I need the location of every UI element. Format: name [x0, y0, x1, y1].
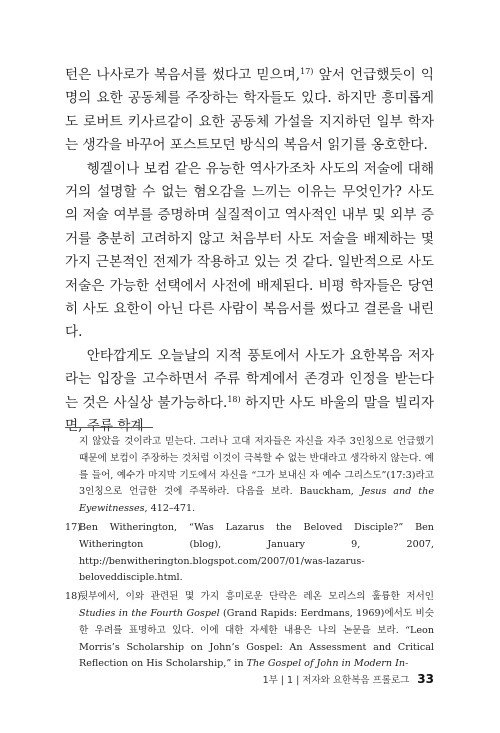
- paragraph-1-text-a: 턴은 나사로가 복음서를 썼다고 믿으며,: [65, 67, 301, 83]
- paragraph-3-text-b: 하지만 사도 바울의 말을 빌리자면, 주류 학계: [65, 394, 434, 435]
- footnote-divider: [65, 427, 153, 428]
- footnote-18-book-title-2: The Gospel of John in Modern In-: [246, 658, 409, 670]
- footnote-16-text-b: , 412–471.: [144, 503, 196, 515]
- footnote-16-text-a: 지 않았을 것이라고 믿는다. 그러나 고대 저자들은 자신을 자주 3인칭으로 언급했기 때문에 보컴이 주장하는 것처럼 이것이 극복할 수 없는 반대라고 생각하지 않는다. 예를 들어, 예수가 마지막 기도에서 자신을 “그가 보내신 자 예수 그리스도”(17:3)라고 3인칭으로 언급한 것에 주목하라. 다음을 보라. Bauckham,: [79, 436, 434, 498]
- paragraph-2: 헹겔이나 보컴 같은 유능한 역사가조차 사도의 저술에 대해 거의 설명할 수 없는 혐오감을 느끼는 이유는 무엇인가? 사도의 저술 여부를 증명하며 실질적이고 역사적인 내부 및 외부 증거를 충분히 고려하지 않고 처음부터 사도 저술을 배제하는 몇 가지 근본적인 전제가 작용하고 있는 것 같다. 일반적으로 사도 저술은 가능한 선택에서 사전에 배제된다. 비평 학자들은 당연히 사도 요한이 아닌 다른 사람이 복음서를 썼다고 결론을 내린다.: [65, 160, 434, 341]
- footnote-17-number: 17): [65, 521, 81, 533]
- footnote-16-book-title: Jesus and the Eyewitnesses: [79, 486, 435, 515]
- footnote-18-text-a: 뒷부에서, 이와 관련된 몇 가지 흥미로운 단락은 레온 모리스의 훌륭한 저서인: [79, 591, 434, 603]
- paragraph-1: [65, 64, 434, 158]
- footnote-18-text-b: (Grand Rapids: Eerdmans, 1969)에서도 비슷한 우려를 표명하고 있다. 이에 대한 자세한 내용은 나의 논문을 보라. “Leon Morris’s Scholarship on John’s Gospel: An Assessment and Critical Reflection on His Scholarship,” in: [79, 607, 435, 670]
- footnote-18-number: 18): [65, 591, 81, 603]
- paragraph-3-text-a: 안타깝게도 오늘날의 지적 풍토에서 사도가 요한복음 저자라는 입장을 고수하면서 주류 학계에서 존경과 인정을 받는다는 것은 사실상 불가능하다.: [65, 347, 434, 411]
- main-text: [65, 64, 434, 439]
- paragraph-1-text-b: 앞서 언급했듯이 익명의 요한 공동체를 주장하는 학자들도 있다. 하지만 흥미롭게도 로버트 키사르같이 요한 공동체 가설을 지지하던 일부 학자는 생각을 바꾸어 포스트모던 방식의 복음서 읽기를 옹호한다.: [65, 67, 435, 154]
- running-footer: [263, 672, 434, 686]
- footnote-16-continued: [65, 434, 434, 518]
- footnote-17-text[interactable]: Ben Witherington, “Was Lazarus the Beloved Disciple?” Ben Witherington (blog), January 9, 2007, http://benwitherington.blogspot.com/2007/01/was-lazarus-beloveddisciple.html.: [79, 521, 434, 584]
- footnote-17: [65, 520, 434, 587]
- footnote-18: [65, 589, 434, 673]
- footnote-ref-17[interactable]: 17): [300, 67, 314, 76]
- footnotes: [65, 434, 434, 675]
- paragraph-3: [65, 345, 434, 439]
- footnote-ref-18[interactable]: 18): [227, 394, 241, 404]
- footnote-18-book-title-1: Studies in the Fourth Gospel: [79, 607, 220, 619]
- footer-section-title: 1부 | 1 | 저자와 요한복음 프롤로그: [262, 675, 410, 686]
- page-number: 33: [417, 672, 434, 686]
